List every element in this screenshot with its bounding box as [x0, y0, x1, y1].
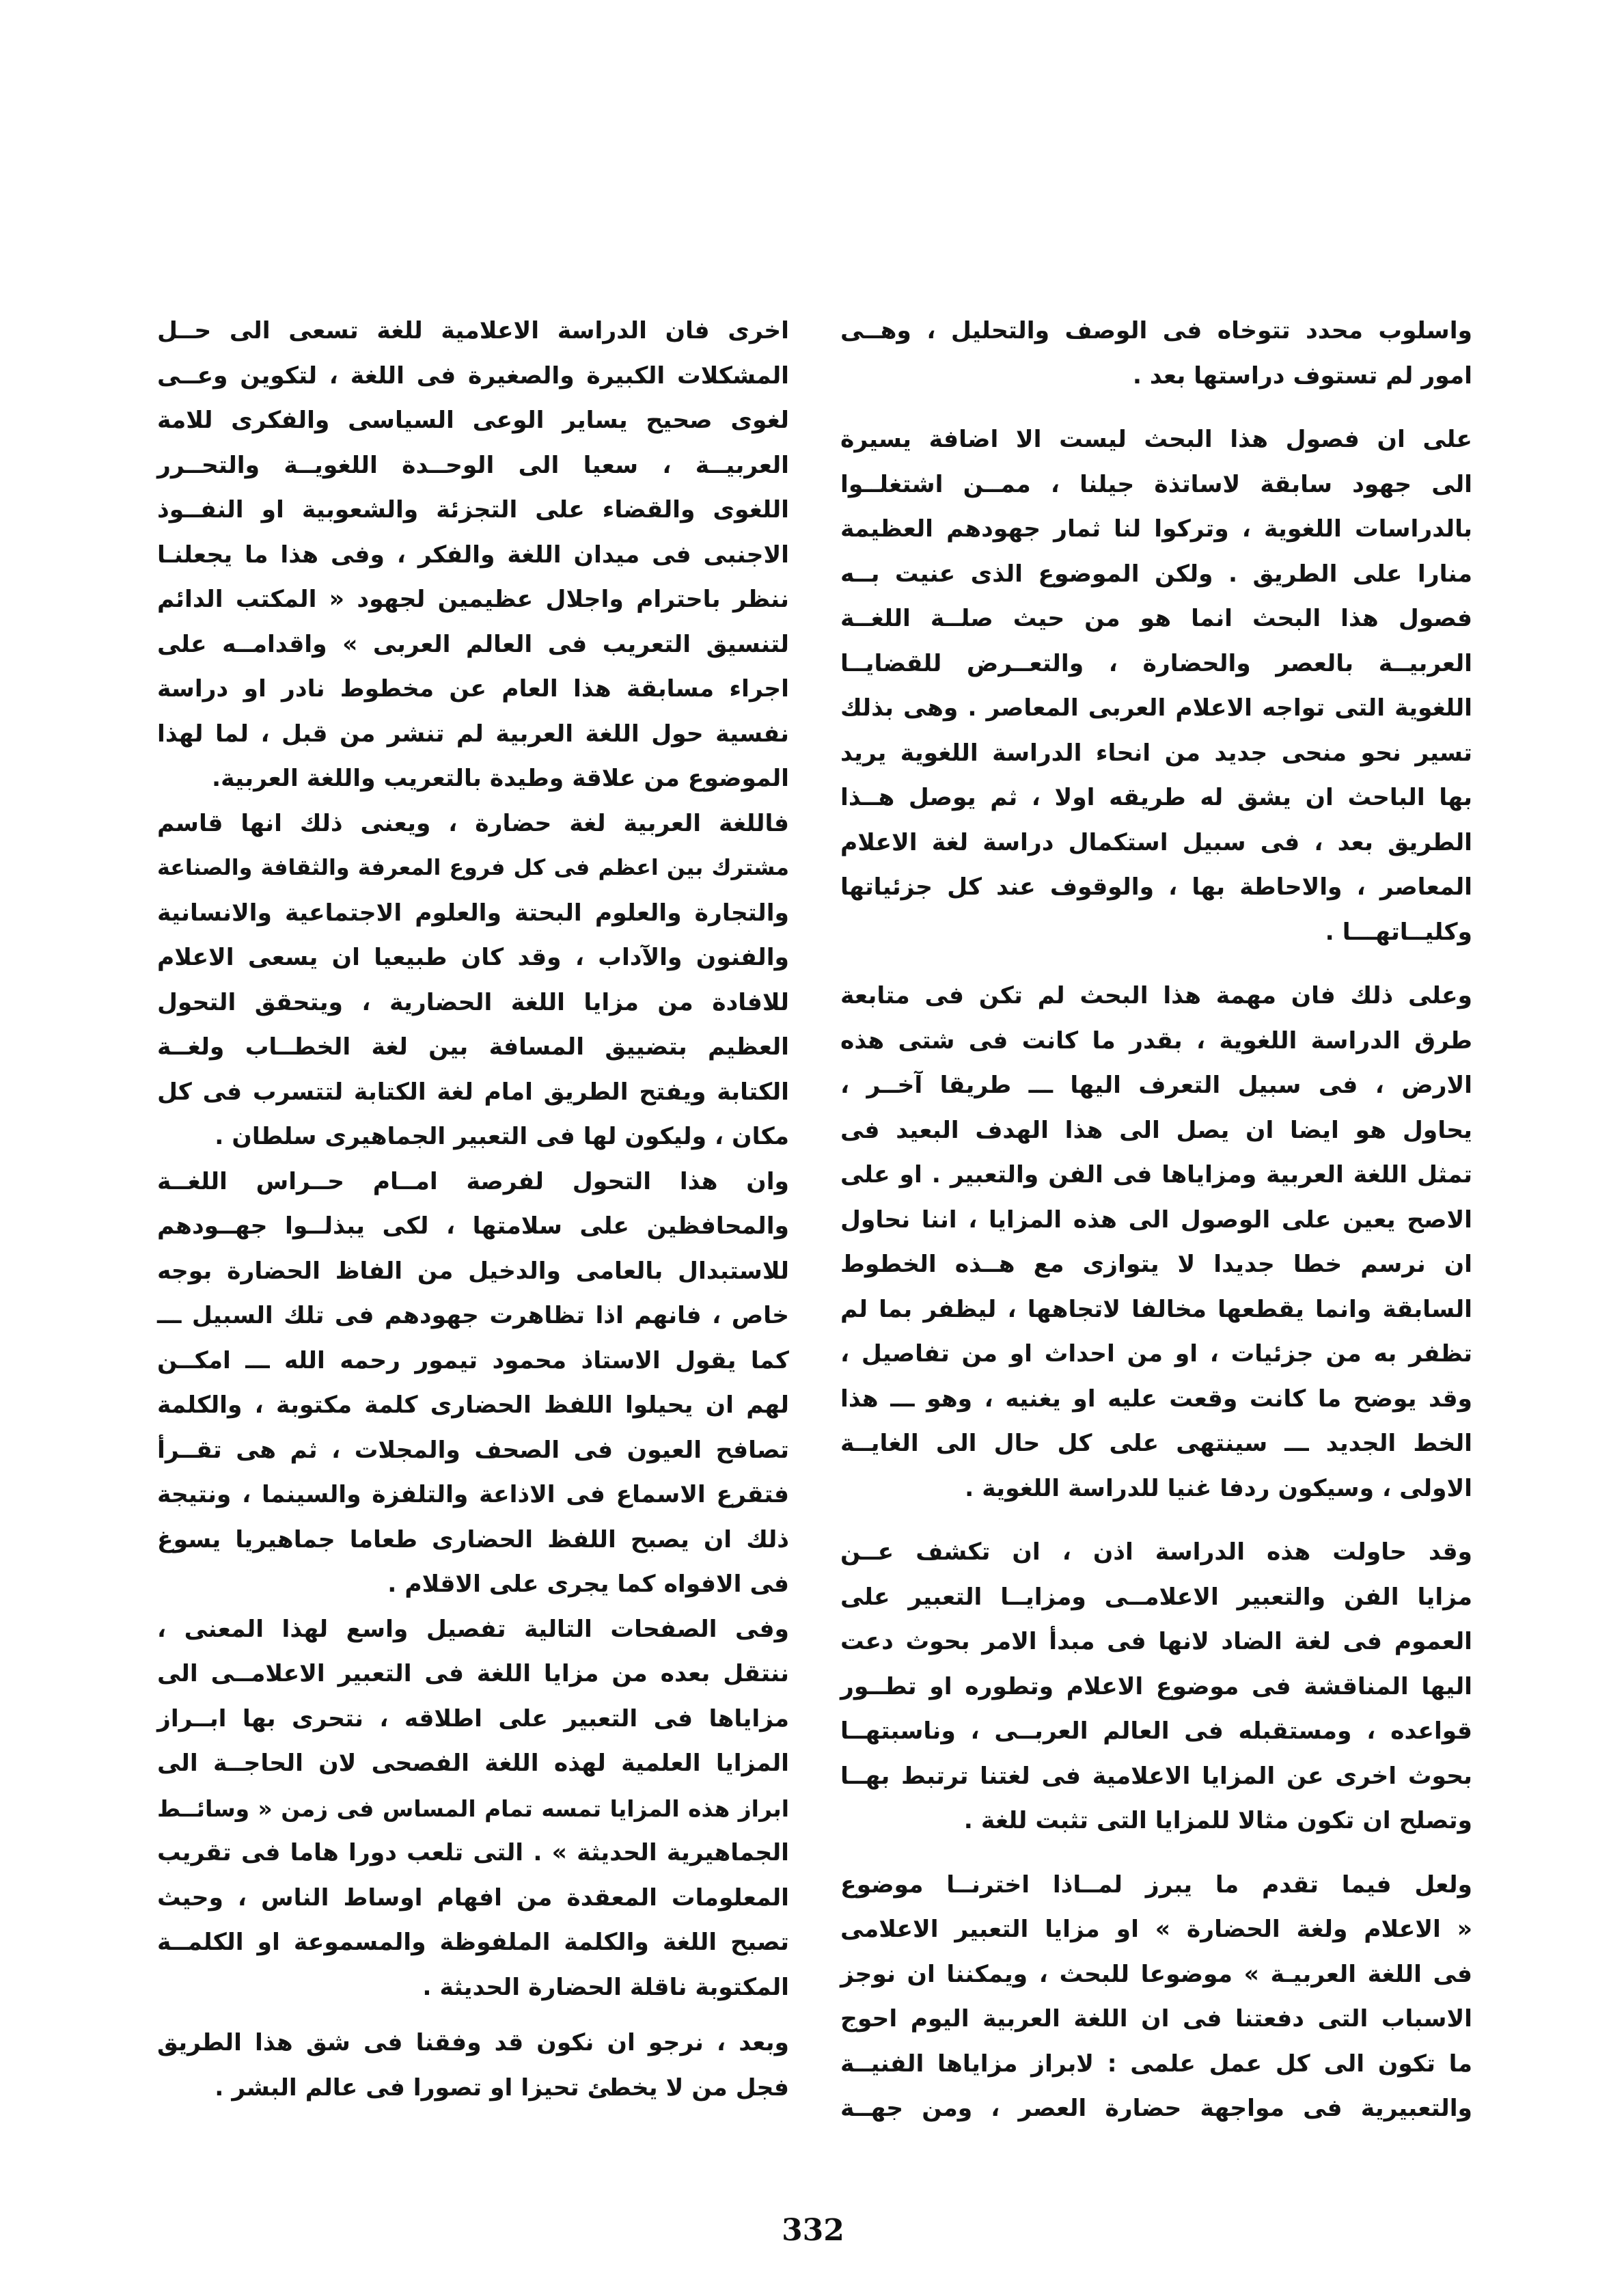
text-line: الجماهيرية الحديثة » . التى تلعب دورا هاما فى تقريب [157, 1839, 789, 1866]
text-line: ذلك ان يصبح اللفظ الحضارى طعاما جماهيريا يسوغ [157, 1525, 789, 1553]
text-line: وقد يوضح ما كانت وقعت عليه او يغنيه ، وهو ـــ هذا [840, 1385, 1472, 1413]
text-line: تصافح العيون فى الصحف والمجلات ، ثم هى تقــرأ [157, 1436, 789, 1464]
text-line: الاولى ، وسيكون ردفا غنيا للدراسة اللغوية . [965, 1474, 1472, 1502]
text-line: مشترك بين اعظم فى كل فروع المعرفة والثقافة والصناعة [157, 856, 789, 880]
text-line: خاص ، فانهم اذا تظاهرت جهودهم فى تلك السبيل ـــ [157, 1302, 789, 1329]
text-line: فى الافواه كما يجرى على الاقلام . [387, 1571, 789, 1598]
text-line: الكتابة ويفتح الطريق امام لغة الكتابة لتتسرب فى كل [157, 1078, 789, 1106]
text-line: الخط الجديد ـــ سينتهى على كل حال الى الغايــة [840, 1430, 1472, 1457]
text-line: المعاصر ، والاحاطة بها ، والوقوف عند كل جزئياتها [840, 873, 1472, 901]
text-line: والمحافظين على سلامتها ، لكى يبذلــوا جهــودهم [157, 1212, 789, 1240]
text-line: وعلى ذلك فان مهمة هذا البحث لم تكن فى متابعة [840, 982, 1472, 1009]
left-column [157, 309, 789, 2110]
text-line: فى اللغة العربيـة » موضوعا للبحث ، ويمكننا ان نوجز [840, 1960, 1472, 1988]
paragraph [840, 1530, 1472, 1844]
text-line: اللغوية التى تواجه الاعلام العربى المعاصر . وهى بذلك [840, 694, 1472, 722]
text-line: للاستبدال بالعامى والدخيل من الفاظ الحضارة بوجه [157, 1257, 789, 1285]
text-line: على ان فصول هذا البحث ليست الا اضافة يسيرة [840, 426, 1472, 453]
text-line: الطريق بعد ، فى سبيل استكمال دراسة لغة الاعلام [840, 828, 1472, 856]
paragraph [157, 802, 789, 1160]
text-line: تظفر به من جزئيات ، او من احداث او من تفاصيل ، [840, 1340, 1472, 1368]
text-line: امور لم تستوف دراستها بعد . [1132, 362, 1472, 390]
text-line: لغوى صحيح يساير الوعى السياسى والفكرى للامة [157, 407, 789, 434]
text-line: يحاول هو ايضا ان يصل الى هذا الهدف البعيد فى [840, 1116, 1472, 1144]
text-line: الاسباب التى دفعتنا فى ان اللغة العربية اليوم احوج [840, 2005, 1472, 2033]
text-line: وفى الصفحات التالية تفصيل واسع لهذا المعنى ، [157, 1615, 789, 1643]
text-line: مزايا الفن والتعبير الاعلامــى ومزايــا التعبير على [840, 1583, 1472, 1611]
text-line: الارض ، فى سبيل التعرف اليها ـــ طريقا آخــر ، [840, 1072, 1472, 1099]
text-line: وان هذا التحول لفرصة امــام حــراس اللغــة [157, 1167, 789, 1195]
text-line: اللغوى والقضاء على التجزئة والشعوبية او النفــوذ [157, 496, 789, 524]
paragraph [840, 309, 1472, 398]
text-line: وقد حاولت هذه الدراسة اذن ، ان تكشف عــن [840, 1538, 1472, 1566]
paragraph [157, 1160, 789, 1607]
text-line: اجراء مسابقة هذا العام عن مخطوط نادر او دراسة [157, 675, 789, 703]
paragraph [157, 309, 789, 802]
paragraph [840, 1863, 1472, 2132]
text-line: تسير نحو منحى جديد من انحاء الدراسة اللغوية يريد [840, 739, 1472, 767]
text-line: للافادة من مزايا اللغة الحضارية ، ويتحقق التحول [157, 988, 789, 1016]
text-line: ابراز هذه المزايا تمسه تمام المساس فى زمن « وسائــط [157, 1795, 789, 1822]
text-line: اليها المناقشة فى موضوع الاعلام وتطوره او تطــور [840, 1672, 1472, 1700]
text-line: الموضوع من علاقة وطيدة بالتعريب واللغة العربية. [212, 765, 789, 792]
text-line: وكليــاتهـــا . [1325, 918, 1472, 946]
text-line: قواعده ، ومستقبله فى العالم العربــى ، وناسبتهــا [840, 1717, 1472, 1745]
text-line: بها الباحث ان يشق له طريقه اولا ، ثم يوصل هــذا [840, 784, 1472, 811]
text-line: فتقرع الاسماع فى الاذاعة والتلفزة والسينما ، ونتيجة [157, 1481, 789, 1508]
text-line: العظيم بتضييق المسافة بين لغة الخطــاب ولغــة [157, 1033, 789, 1061]
text-line: ان نرسم خطا جديدا لا يتوازى مع هــذه الخطوط [840, 1251, 1472, 1278]
text-line: لتنسيق التعريب فى العالم العربى » واقدامــه على [157, 630, 789, 658]
paragraph [157, 2021, 789, 2110]
text-line: بالدراسات اللغوية ، وتركوا لنا ثمار جهودهم العظيمة [840, 515, 1472, 543]
text-line: الى جهود سابقة لاساتذة جيلنا ، ممــن اشتغلــوا [840, 470, 1472, 498]
text-line: الاجنبى فى ميدان اللغة والفكر ، وفى هذا ما يجعلنـا [157, 541, 789, 569]
text-line: العربيــة ، سعيا الى الوحــدة اللغويــة والتحــرر [157, 451, 789, 479]
text-line: ننتقل بعده من مزايا اللغة فى التعبير الاعلامــى الى [157, 1660, 789, 1687]
text-line: السابقة وانما يقطعها مخالفا لاتجاهها ، ليظفر بما لم [840, 1295, 1472, 1323]
right-column [840, 309, 1472, 2132]
text-line: والتعبيرية فى مواجهة حضارة العصر ، ومن جهــة [840, 2095, 1472, 2122]
text-line: الاصح يعين على الوصول الى هذه المزايا ، اننا نحاول [840, 1206, 1472, 1234]
text-line: تصبح اللغة والكلمة الملفوظة والمسموعة او الكلمــة [157, 1929, 789, 1956]
text-line: « الاعلام ولغة الحضارة » او مزايا التعبير الاعلامى [840, 1916, 1472, 1943]
text-line: والفنون والآداب ، وقد كان طبيعيا ان يسعى الاعلام [157, 944, 789, 971]
text-line: بحوث اخرى عن المزايا الاعلامية فى لغتنا ترتبط بهــا [840, 1762, 1472, 1790]
text-line: كما يقول الاستاذ محمود تيمور رحمه الله ـــ امكــن [157, 1346, 789, 1374]
page-number: 332 [782, 2213, 844, 2248]
text-line: فجل من لا يخطئ تحيزا او تصورا فى عالم البشر . [215, 2074, 789, 2102]
text-line: مكان ، وليكون لها فى التعبير الجماهيرى سلطان . [215, 1123, 789, 1150]
paragraph [157, 1607, 789, 2011]
text-line: ما تكون الى كل عمل علمى : لابراز مزاياها الفنيــة [840, 2050, 1472, 2078]
text-line: المشكلات الكبيرة والصغيرة فى اللغة ، لتكوين وعــى [157, 362, 789, 390]
text-line: منارا على الطريق . ولكن الموضوع الذى عنيت بــه [840, 560, 1472, 588]
text-line: وتصلح ان تكون مثالا للمزايا التى تثبت للغة . [963, 1807, 1472, 1834]
paragraph [840, 974, 1472, 1511]
text-line: المزايا العلمية لهذه اللغة الفصحى لان الحاجــة الى [157, 1750, 789, 1777]
text-line: ولعل فيما تقدم ما يبرز لمــاذا اخترنــا موضوع [840, 1871, 1472, 1899]
text-line: العموم فى لغة الضاد لانها فى مبدأ الامر بحوث دعت [840, 1628, 1472, 1655]
text-line: تمثل اللغة العربية ومزاياها فى الفن والتعبير . او على [840, 1161, 1472, 1188]
text-line: واسلوب محدد تتوخاه فى الوصف والتحليل ، وهــى [840, 317, 1472, 344]
text-line: فصول هذا البحث انما هو من حيث صلــة اللغــة [840, 605, 1472, 632]
text-line: مزاياها فى التعبير على اطلاقه ، نتحرى بها ابــراز [157, 1704, 789, 1732]
paragraph [840, 418, 1472, 955]
text-line: فاللغة العربية لغة حضارة ، ويعنى ذلك انها قاسم [157, 809, 789, 837]
text-line: طرق الدراسة اللغوية ، بقدر ما كانت فى شتى هذه [840, 1027, 1472, 1055]
text-line: المكتوبة ناقلة الحضارة الحديثة . [422, 1973, 789, 2001]
text-line: نفسية حول اللغة العربية لم تنشر من قبل ، لما لهذا [157, 720, 789, 748]
text-line: والتجارة والعلوم البحتة والعلوم الاجتماعية والانسانية [157, 899, 789, 927]
text-line: اخرى فان الدراسة الاعلامية للغة تسعى الى حــل [157, 317, 789, 344]
text-line: ننظر باحترام واجلال عظيمين لجهود « المكتب الدائم [157, 586, 789, 613]
text-line: المعلومات المعقدة من افهام اوساط الناس ، وحيث [157, 1884, 789, 1912]
text-line: لهم ان يحيلوا اللفظ الحضارى كلمة مكتوبة ، والكلمة [157, 1391, 789, 1419]
text-line: وبعد ، نرجو ان نكون قد وفقنا فى شق هذا الطريق [157, 2029, 789, 2056]
text-line: العربيــة بالعصر والحضارة ، والتعــرض للقضايــا [840, 649, 1472, 677]
